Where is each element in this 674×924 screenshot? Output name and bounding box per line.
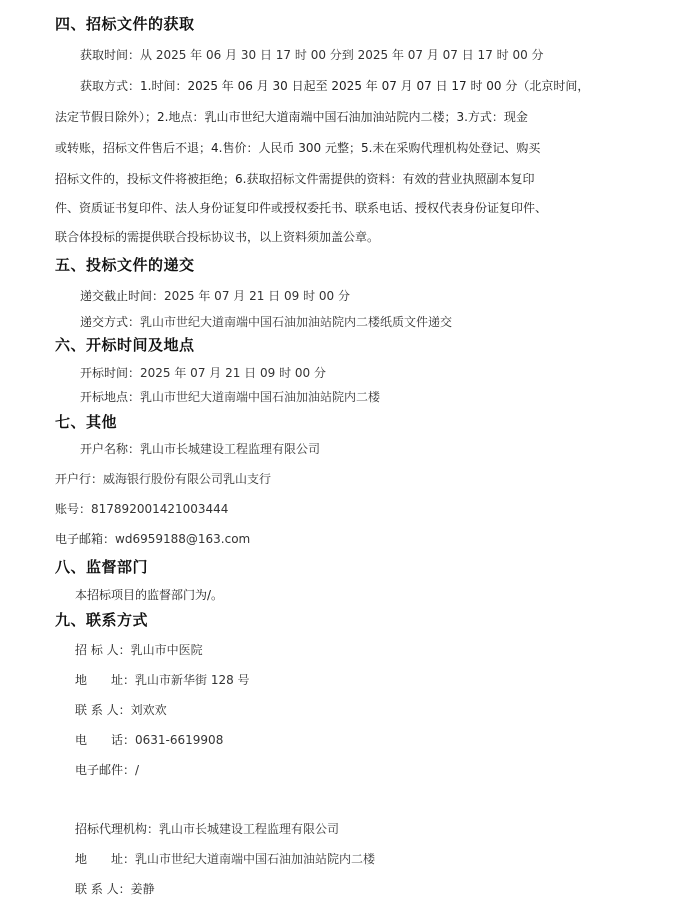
buyer-value: 乳山市中医院 <box>130 643 203 657</box>
agency-label: 招标代理机构： <box>75 822 160 836</box>
email-label: 电子邮箱： <box>55 532 116 546</box>
submission-deadline-value: 2025 年 07 月 21 日 09 时 00 分 <box>164 289 350 303</box>
obtain-method-line-6: 联合体投标的需提供联合投标协议书，以上资料须加盖公章。 <box>55 230 380 244</box>
buyer-address-value: 乳山市新华街 128 号 <box>135 673 250 687</box>
account-name-row <box>80 440 320 457</box>
submission-deadline-row <box>80 287 350 304</box>
bank-row <box>55 470 271 487</box>
buyer-phone-value: 0631-6619908 <box>135 733 224 747</box>
section-heading-obtain-documents: 四、招标文件的获取 <box>55 15 195 33</box>
submission-deadline-label: 递交截止时间： <box>80 289 165 303</box>
agency-value: 乳山市长城建设工程监理有限公司 <box>159 822 340 836</box>
bank-value: 威海银行股份有限公司乳山支行 <box>103 472 272 486</box>
agency-contact-row <box>75 880 155 897</box>
opening-place-label: 开标地点： <box>80 390 141 404</box>
agency-contact-value: 姜静 <box>130 882 155 896</box>
opening-time-row <box>80 364 326 381</box>
obtain-time-label: 获取时间： <box>80 48 141 62</box>
obtain-method-line-5: 件、资质证书复印件、法人身份证复印件或授权委托书、联系电话、授权代表身份证复印件、 <box>55 201 548 215</box>
obtain-time-row <box>80 46 544 63</box>
buyer-contact-label: 联 系 人： <box>75 703 131 717</box>
agency-address-row <box>75 850 375 867</box>
buyer-phone-label: 电 话： <box>75 733 136 747</box>
agency-address-value: 乳山市世纪大道南端中国石油加油站院内二楼 <box>135 852 376 866</box>
buyer-contact-row <box>75 701 167 718</box>
obtain-method-line-2: 法定节假日除外）；2.地点：乳山市世纪大道南端中国石油加油站院内二楼；3.方式：现金 <box>55 110 528 124</box>
section-heading-contact: 九、联系方式 <box>55 611 149 629</box>
account-number-label: 账号： <box>55 502 92 516</box>
buyer-label: 招 标 人： <box>75 643 131 657</box>
account-number-value: 817892001421003444 <box>91 502 229 516</box>
buyer-email-row <box>75 761 139 778</box>
obtain-method-line-4: 招标文件的，投标文件将被拒绝；6.获取招标文件需提供的资料：有效的营业执照副本复印 <box>55 172 535 186</box>
buyer-contact-value: 刘欢欢 <box>130 703 167 717</box>
bank-label: 开户行： <box>55 472 104 486</box>
submission-method-row <box>80 313 452 330</box>
opening-time-label: 开标时间： <box>80 366 141 380</box>
buyer-address-label: 地 址： <box>75 673 136 687</box>
section-heading-submission: 五、投标文件的递交 <box>55 256 195 274</box>
obtain-method-line-1: 获取方式：1.时间：2025 年 06 月 30 日起至 2025 年 07 月 07 日 17 时 00 分（北京时间， <box>80 79 590 93</box>
section-heading-other: 七、其他 <box>55 413 118 431</box>
agency-contact-label: 联 系 人： <box>75 882 131 896</box>
email-row <box>55 530 250 547</box>
account-number-row <box>55 500 228 517</box>
agency-row <box>75 820 339 837</box>
buyer-address-row <box>75 671 250 688</box>
submission-method-value: 乳山市世纪大道南端中国石油加油站院内二楼纸质文件递交 <box>140 315 453 329</box>
opening-place-value: 乳山市世纪大道南端中国石油加油站院内二楼 <box>140 390 381 404</box>
email-value: wd6959188@163.com <box>115 532 251 546</box>
buyer-email-label: 电子邮件： <box>75 763 136 777</box>
buyer-row <box>75 641 203 658</box>
supervision-text: 本招标项目的监督部门为/。 <box>75 588 224 602</box>
obtain-method-line-3: 或转账，招标文件售后不退；4.售价：人民币 300 元整；5.未在采购代理机构处登记、购买 <box>55 141 541 155</box>
obtain-time-value: 从 2025 年 06 月 30 日 17 时 00 分到 2025 年 07 月 07 日 17 时 00 分 <box>140 48 544 62</box>
opening-place-row <box>80 388 380 405</box>
account-name-value: 乳山市长城建设工程监理有限公司 <box>140 442 321 456</box>
buyer-email-value: / <box>135 763 140 777</box>
account-name-label: 开户名称： <box>80 442 141 456</box>
opening-time-value: 2025 年 07 月 21 日 09 时 00 分 <box>140 366 326 380</box>
section-heading-supervision: 八、监督部门 <box>55 558 149 576</box>
section-heading-bid-opening: 六、开标时间及地点 <box>55 336 195 354</box>
agency-address-label: 地 址： <box>75 852 136 866</box>
buyer-phone-row <box>75 731 223 748</box>
submission-method-label: 递交方式： <box>80 315 141 329</box>
